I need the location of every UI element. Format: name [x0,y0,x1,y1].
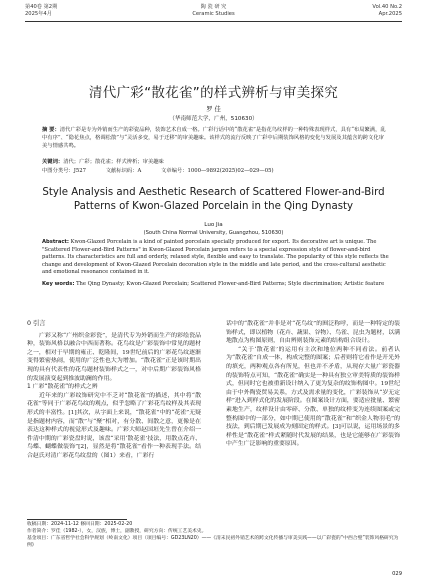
abstract-en [42,239,389,277]
article-title-en: Style Analysis and Aesthetic Research of Scattered Flower-and-Bird Patterns of Kwon-Glazed Porcelain in the Qing Dynasty [42,187,385,212]
header-volume-cn: 第40卷 第2期 [25,4,58,10]
document-code: 文献标识码：A [105,168,142,174]
abstract-text-en: Kwon-Glazed Porcelain is a kind of painted porcelain specially produced for export. Its decorative art is unique. The "Scattered Flower-and-Bird Patterns" in Kwon-Glazed Porcelain jargon refers to a special expression style of flower-and-bird patterns. Its characteristics are full and orderly, relaxed style, flexible and easy to translate. The popularity of this style reflects the change and development of Kwon-Glazed Porcelain decoration style in the middle and late period, and the cross-cultural aesthetic and emotional resonance contained in it. [42,239,389,275]
keywords-label-cn: 关键词： [42,159,64,165]
classification-row [42,168,389,176]
intro-paragraph: 广彩又称“广州织金彩瓷”，是清代专为外销而生产的彩绘瓷品种，装饰风格以融合中西而著称。花鸟纹是广彩装饰中常见的题材之一，相对于早期的雍正、乾隆间，19世纪前后的广彩花鸟纹逐渐变得繁密热闹，使用的广泛性也大为增加。“散花雀”正是该时期出现的具有代表性的花鸟题材装饰样式之一，对中后期广彩装饰风格的发展演变起到推波助澜的作用。 [27,332,201,382]
affiliation-cn: （华南师范大学，广州，510630） [169,116,258,122]
header-issue-en [372,4,402,18]
keywords-text-en: The Qing Dynasty; Kwon-Glazed Porcelain; Scattered Flower-and-Bird Patterns; Style discrimination; Artistic feature [76,281,385,287]
author-en: Luo Jia [204,222,223,228]
footnote-fund: 基金项目：广东省哲学社会科学规划（岭南文化）项目（项目编号：GD23LN20）——《清末民初外销艺术的跨文化传播与审美实践——以广彩瓷的“中西合璧”装饰风格研究为例》 [27,536,399,548]
class-number: 中图分类号：J527 [42,168,87,174]
right-paragraph-2: “关于‘散花雀’的运用有主次和地位两种不同看法。前者认为“散花雀”自成一体，构成完整的图案；后者则将它看作是开光外的填充，两种观点各有所见，但也并不矛盾，从现存大量广彩瓷器的装饰特点可知，“散花雀”确实是一种具有独立审美特质的装饰样式，但同时它也被重新设计纳入了更为复杂的纹饰构图中。19世纪由于中外陶瓷贸易关系，方式及需求量的变化，广彩装饰从“岁无定样”进入到样式化的发展阶段。在图案设计方面，要适应批量、繁密素地生产，纹样设计由零碎、分散、单独的纹样变为连续图案或完整构图中的一部分，如中期已使用的“散花雀”和“织金人物羽毛”的技法，到后期已发展成为刻固定的样式。[3]可以说，运用场景的多样性是“散花雀”样式紧随时代发展的结果，也是它能够在广彩装饰中产生广泛影响的重要原因。 [226,346,400,448]
section-heading-1: 1 广彩“散花雀”的样式之辨 [27,384,98,391]
footnote-divider [27,519,127,520]
keywords-cn [42,159,389,167]
body-column-left [27,320,201,461]
keywords-text-cn: 清代；广彩；散花雀；样式辨析；审美趣味 [63,159,164,165]
abstract-cn [42,127,389,150]
section1-paragraph: 近年来的广彩纹饰研究中不乏对“散花雀”的描述，其中将“散花雀”等同于广彩花鸟纹的观点，似乎忽略了广彩花鸟纹样及其表现形式的丰富性。[1]其次，从字面上来说，“散花雀”中的“花雀”无疑是指题材内容，而“散”与“聚”相对，有分散、间散之意，更像是在表达这种样式的视觉形式及趣味。广彩大师赵国垣先生曾在介绍一件清中期的广彩瓷盘时说，该盘“采用‘散花雀’技法，用散点花卉、鸟蝶、蝴蝶做装饰”[2]，显然是将“散花雀”看作一种表现手法。结合赵氏对清广彩花鸟纹盘的（图1）来看，广彩行 [27,392,201,459]
right-paragraph-1: 话中的“散花雀”并非是对“花鸟纹”的囿泛称呼，而是一种特定的装饰样式，即以植物（花卉、蔬果、谷物）、鸟雀、昆虫为题材，以满地散点为构图原则，自由辨则装饰元素的结构组合设计。 [226,321,400,345]
footnote-dates: 收稿日期：2024-11-12 修回日期：2025-02-20 [27,522,133,527]
article-title-cn: 清代广彩“散花雀”的样式辨析与审美探究 [88,85,339,101]
section-heading-intro: 0 引言 [27,320,46,327]
header-date-cn: 2025年4月 [25,11,52,17]
keywords-label-en: Key words: [42,281,75,287]
journal-name-en: Ceramic Studies [192,11,235,17]
body-column-right [226,320,400,449]
abstract-text-cn: 清代广彩是专为外销而生产的彩瓷品种，装饰艺术自成一格。广彩行话中的“散花雀”是指花鸟纹样的一种特殊表现样式，具有“布局繁满，乱中有序”、“隐花焦点，格调松散”与“灵活多变，易于迁移”的审美趣味。该样式的流行反映了广彩中后期装饰风格的变化与发展及其蕴含的跨文化审美与情感共鸣。 [42,127,386,149]
keywords-en [42,281,389,289]
article-number: 文章编号：1000—9892(2025)02—029—05) [161,168,274,174]
journal-name-cn: 陶 瓷 研 究 [200,4,227,10]
header-journal [25,4,402,18]
abstract-label-en: Abstract: [42,239,69,245]
header-date-en: Apr.2025 [378,11,402,17]
footnote-author-bio: 作者简介：罗佳（1982-），女，汉族，博士，副教授，研究方向：传统工艺美术史。 [27,529,207,534]
affiliation-en: (South China Normal University, Guangzhou, 510630) [143,230,284,236]
header-divider [25,21,402,22]
page-number: 029 [392,571,402,577]
author-cn: 罗 佳 [206,106,221,113]
header-volume-en: Vol.40 No.2 [372,4,402,10]
abstract-label-cn: 摘 要： [42,127,60,133]
